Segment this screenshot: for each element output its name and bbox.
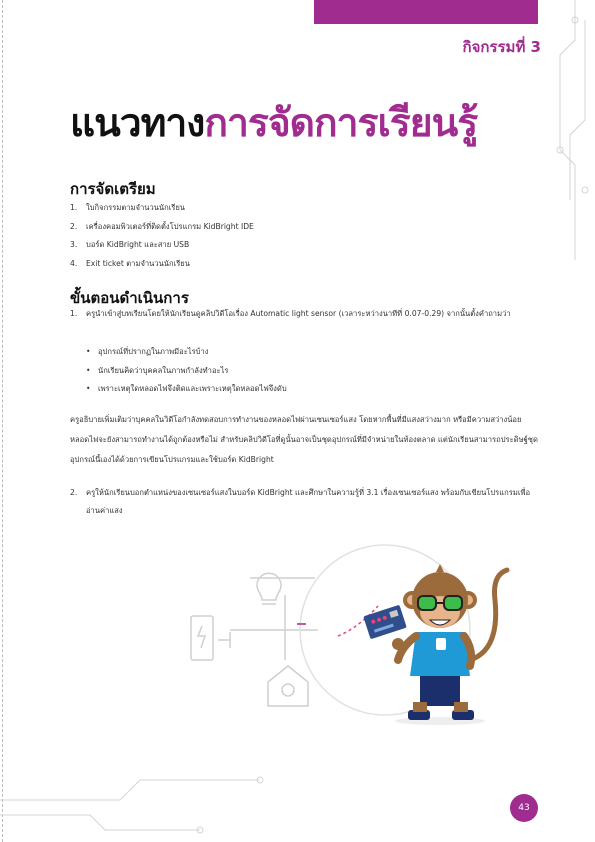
title-accent: การจัดการเรียนรู้ [204,101,478,146]
page-number: 43 [510,794,538,822]
procedure-heading: ขั้นตอนดำเนินการ [70,289,189,307]
step-text: ครูนำเข้าสู่บทเรียนโดยให้นักเรียนดูคลิปวิดีโอเรื่อง Automatic light sensor (เวลาระหว่างนาทีที่ 0.07-0.29) จากนั้นตั้งคำถามว่า [86,309,511,318]
activity-label: กิจกรรมที่ 3 [462,38,541,56]
title-black: แนวทาง [70,101,205,146]
item-text: Exit ticket ตามจำนวนนักเรียน [86,258,190,268]
item-text: บอร์ด KidBright และสาย USB [86,240,190,249]
preparation-heading: การจัดเตรียม [70,180,156,198]
bullet-text: อุปกรณ์ที่ปรากฏในภาพมีอะไรบ้าง [98,347,209,356]
item-number: 2. [70,221,78,231]
bullet-text: นักเรียนคิดว่าบุคคลในภาพกำลังทำอะไร [98,365,229,375]
item-number: 1. [70,203,78,212]
bullet-item: • อุปกรณ์ที่ปรากฏในภาพมีอะไรบ้าง [86,343,287,362]
step-number: 1. [70,309,78,318]
item-number: 4. [70,258,78,268]
step-number: 2. [70,488,78,497]
bullet-item: • นักเรียนคิดว่าบุคคลในภาพกำลังทำอะไร [86,362,287,381]
bullet-item: • เพราะเหตุใดหลอดไฟจึงติดและเพราะเหตุใดหลอดไฟจึงดับ [86,380,287,399]
item-number: 3. [70,240,78,249]
item-text: เครื่องคอมพิวเตอร์ที่ติดตั้งโปรแกรม KidBright IDE [86,221,254,231]
item-text: ใบกิจกรรมตามจำนวนนักเรียน [86,203,186,212]
bullet-text: เพราะเหตุใดหลอดไฟจึงติดและเพราะเหตุใดหลอดไฟจึงดับ [98,384,287,393]
step-text: ครูให้นักเรียนบอกตำแหน่งของเซนเซอร์แสงในบอร์ด KidBright และศึกษาในความรู้ที่ 3.1 เรื่องเซนเซอร์แสง พร้อมกับเขียนโปรแกรมเพื่ออ่านค่าแสง [86,488,531,515]
explanation-paragraph: ครูอธิบายเพิ่มเติมว่าบุคคลในวิดีโอกำลังทดสอบการทำงานของหลอดไฟผ่านเซนเซอร์แสง โดยหากพื้นที่มีแสงสว่างมาก หรือมีความสว่างน้อย หลอดไฟจะยังสามารถทำงานได้ถูกต้องหรือไม่ สำหรับคลิปวิดีโอที่ดูนั้นอาจเป็นชุดอุปกรณ์ที่มีจำหน่ายในท้องตลาด แต่นักเรียนสามารถประดิษฐ์ชุดอุปกรณ์นี้เองได้ด้วยการเขียนโปรแกรมและใช้บอร์ด KidBright [70,415,538,464]
